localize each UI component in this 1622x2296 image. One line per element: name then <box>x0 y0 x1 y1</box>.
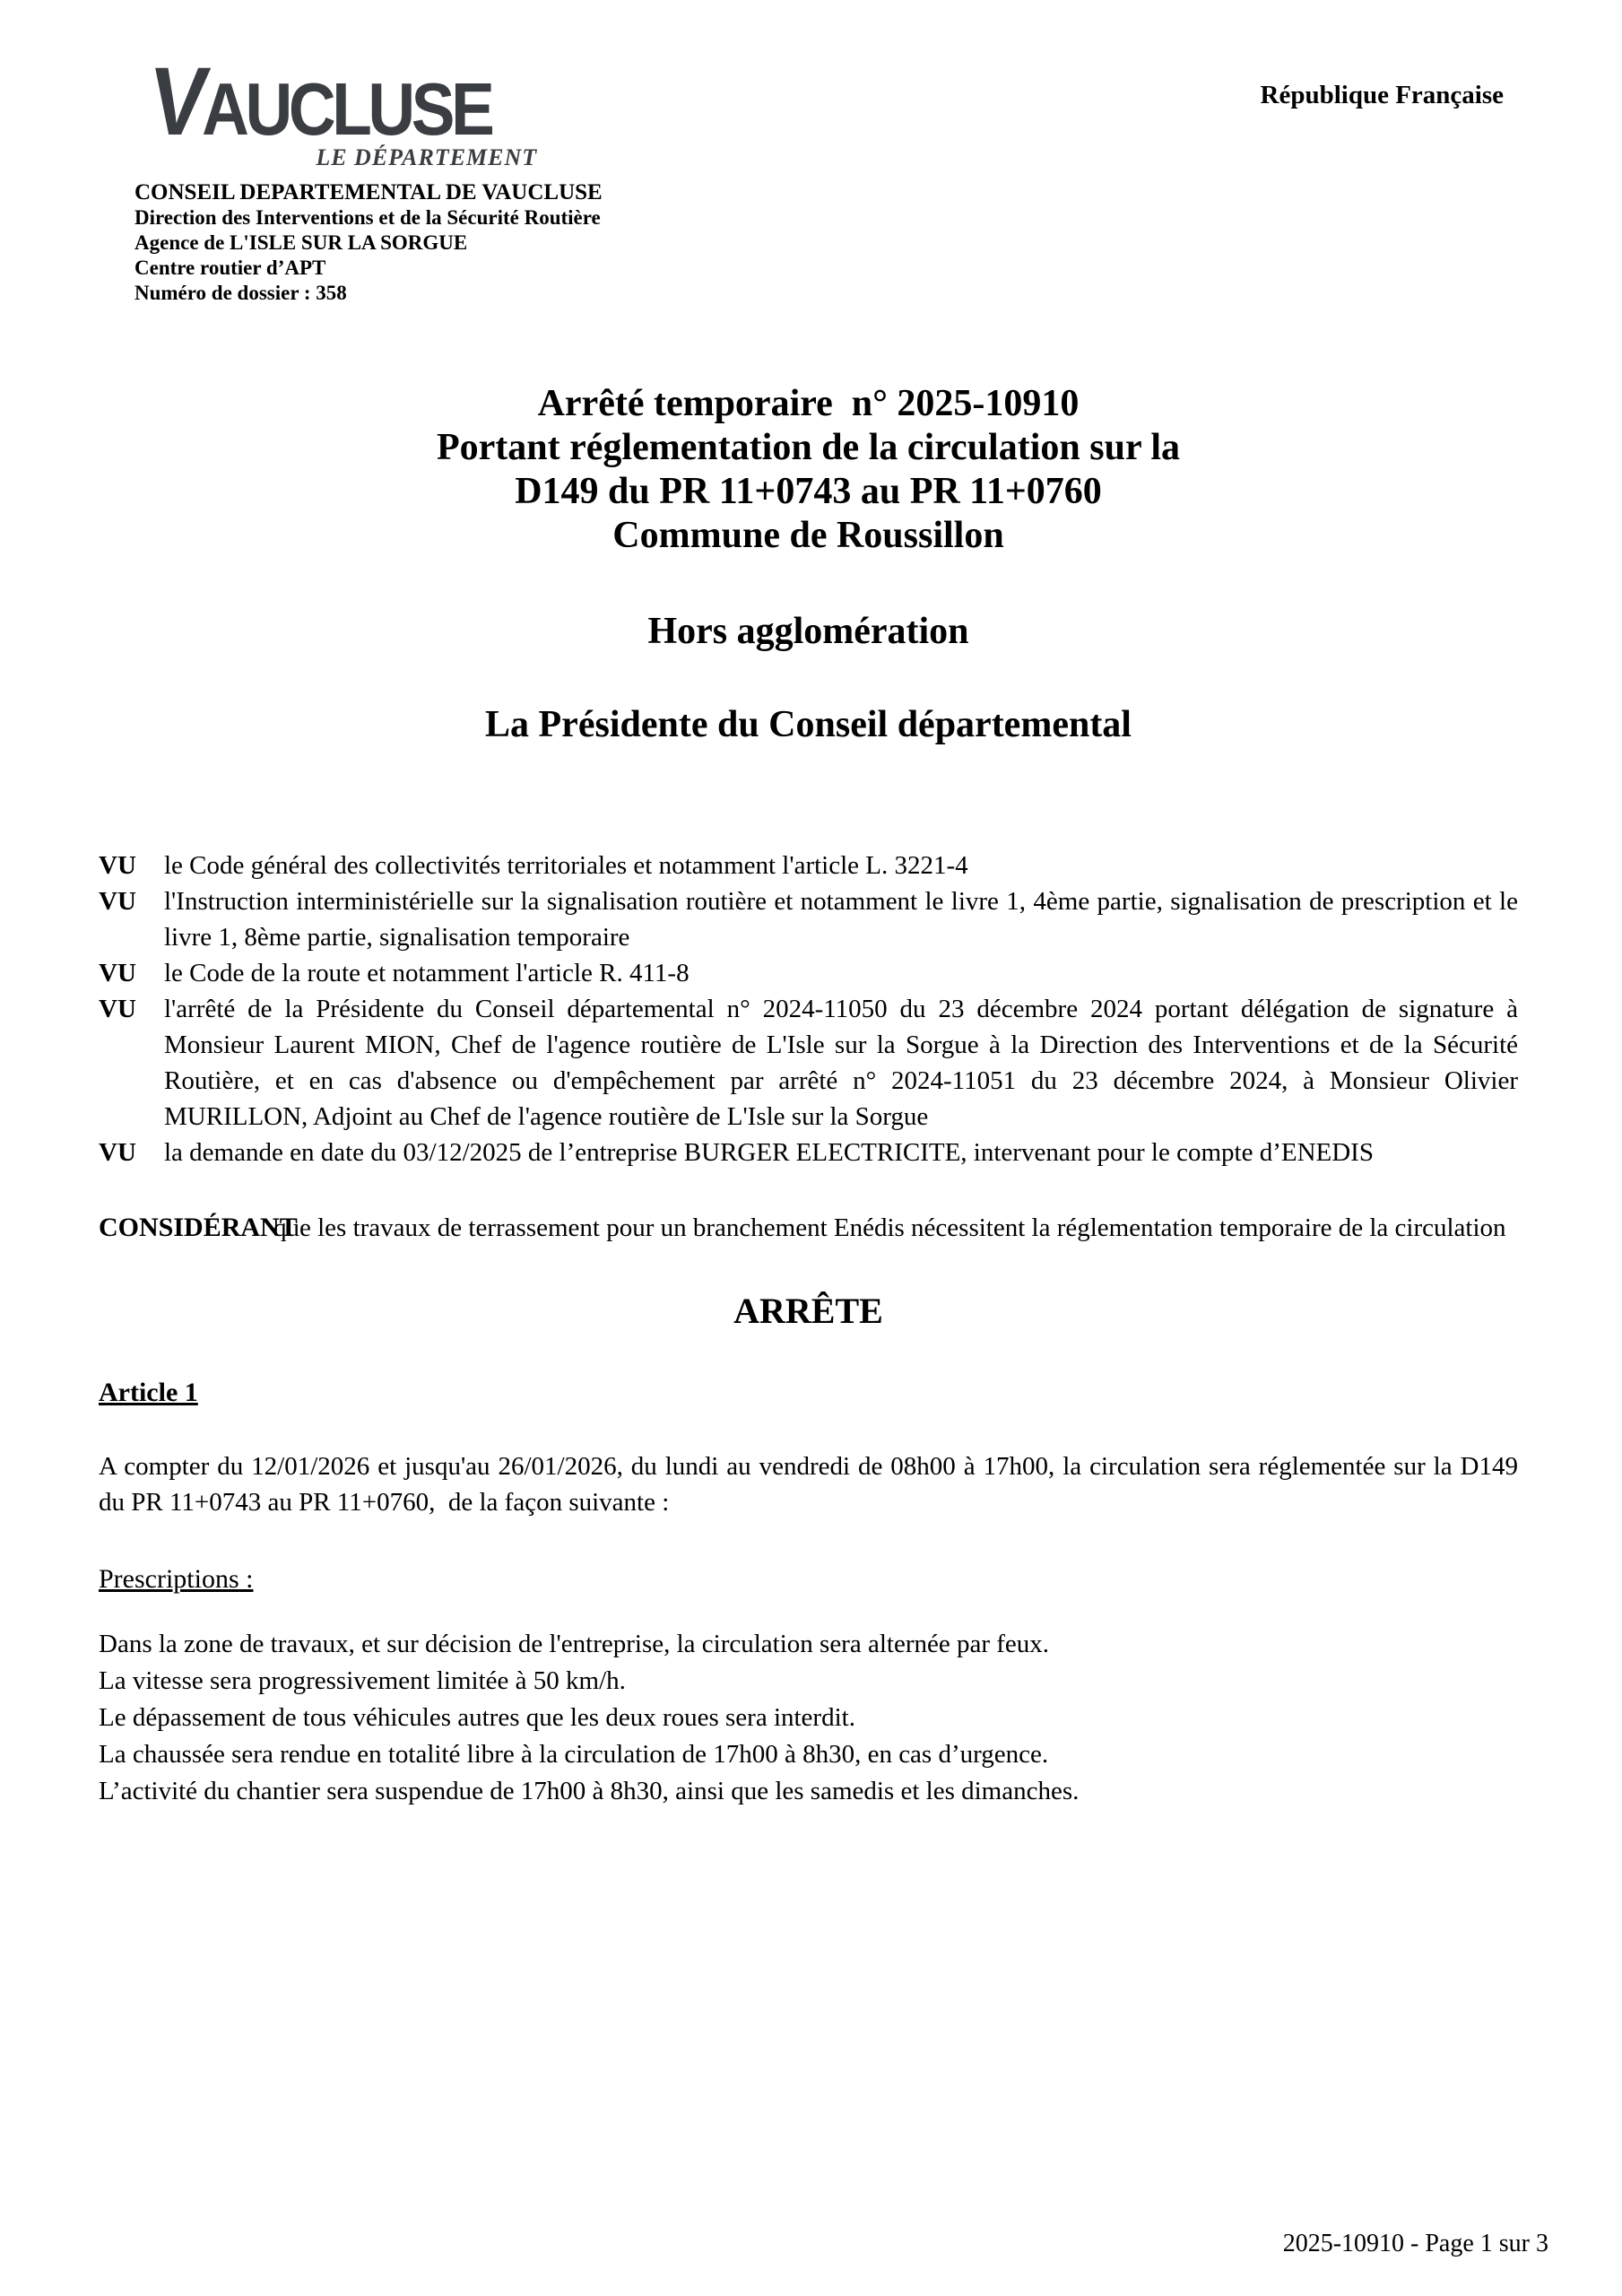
organization-block <box>134 180 1518 306</box>
prescriptions-heading: Prescriptions : <box>99 1564 254 1595</box>
title-line-1: Arrêté temporaire n° 2025-10910 <box>537 383 1080 425</box>
org-line-dossier: Numéro de dossier : 358 <box>134 282 347 305</box>
logo-word-rest: AUCLUSE <box>202 67 491 151</box>
considerant-section <box>99 1210 1518 1246</box>
vu-item <box>99 1135 1518 1170</box>
vu-item <box>99 848 1518 883</box>
vu-item <box>99 955 1518 991</box>
vu-label: VU <box>99 887 136 917</box>
document-title <box>99 382 1518 558</box>
vu-item <box>99 991 1518 1135</box>
vu-label: VU <box>99 851 136 881</box>
considerant-label: CONSIDÉRANT <box>99 1213 298 1243</box>
vaucluse-wordmark: VAUCLUSE <box>143 47 491 155</box>
article-1-body: A compter du 12/01/2026 et jusqu'au 26/01/2026, du lundi au vendredi de 08h00 à 17h00, la circulation sera réglementée sur la D149 du PR 11+0743 au PR 11+0760, de la façon suivante : <box>99 1452 1525 1518</box>
title-line-3: D149 du PR 11+0743 au PR 11+0760 <box>515 471 1102 513</box>
title-line-4: Commune de Roussillon <box>612 515 1004 557</box>
org-line-centre: Centre routier d’APT <box>134 257 326 280</box>
prescription-item: Le dépassement de tous véhicules autres que les deux roues sera interdit. <box>99 1703 855 1733</box>
vu-label: VU <box>99 959 136 988</box>
vu-item <box>99 883 1518 955</box>
republique-francaise-label: République Française <box>1260 81 1504 109</box>
org-line-direction: Direction des Interventions et de la Sécurité Routière <box>134 206 601 230</box>
prescription-item: Dans la zone de travaux, et sur décision de l'entreprise, la circulation sera alternée par feux. <box>99 1630 1050 1659</box>
vu-section <box>99 848 1518 1170</box>
prescriptions-list <box>99 1626 1518 1810</box>
vu-text: l'Instruction interministérielle sur la signalisation routière et notamment le livre 1, 4ème partie, signalisation de prescription et le livre 1, 8ème partie, signalisation temporaire <box>164 887 1518 952</box>
prescription-item: La chaussée sera rendue en totalité libre à la circulation de 17h00 à 8h30, en cas d’urgence. <box>99 1740 1049 1770</box>
subtitle-hors-agglomeration: Hors agglomération <box>647 611 969 653</box>
vu-text: le Code de la route et notamment l'article R. 411-8 <box>164 959 690 988</box>
considerant-text: que les travaux de terrassement pour un branchement Enédis nécessitent la réglementation temporaire de la circulation <box>273 1213 1506 1243</box>
article-1-heading: Article 1 <box>99 1378 198 1408</box>
title-line-2: Portant réglementation de la circulation sur la <box>436 427 1180 469</box>
subtitle-presidente: La Présidente du Conseil départemental <box>485 704 1132 746</box>
vu-text: le Code général des collectivités territoriales et notamment l'article L. 3221-4 <box>164 851 968 881</box>
prescription-item: La vitesse sera progressivement limitée à 50 km/h. <box>99 1666 626 1696</box>
org-line-agence: Agence de L'ISLE SUR LA SORGUE <box>134 231 468 255</box>
vu-label: VU <box>99 995 136 1024</box>
arrete-heading: ARRÊTE <box>733 1291 883 1332</box>
vu-text: la demande en date du 03/12/2025 de l’entreprise BURGER ELECTRICITE, intervenant pour le compte d’ENEDIS <box>164 1138 1374 1168</box>
vu-label: VU <box>99 1138 136 1168</box>
prescription-item: L’activité du chantier sera suspendue de 17h00 à 8h30, ainsi que les samedis et les dimanches. <box>99 1777 1080 1806</box>
vaucluse-logo <box>143 47 538 171</box>
org-line-conseil: CONSEIL DEPARTEMENTAL DE VAUCLUSE <box>134 180 603 205</box>
vu-text: l'arrêté de la Présidente du Conseil départemental n° 2024-11050 du 23 décembre 2024 portant délégation de signature à Monsieur Laurent MION, Chef de l'agence routière de L'Isle sur la Sorgue à la Direction des Interventions et de la Sécurité Routière, et en cas d'absence ou d'empêchement par arrêté n° 2024-11051 du 23 décembre 2024, à Monsieur Olivier MURILLON, Adjoint au Chef de l'agence routière de L'Isle sur la Sorgue <box>164 995 1518 1132</box>
page-number-footer: 2025-10910 - Page 1 sur 3 <box>1282 2230 1548 2257</box>
logo-subtitle: LE DÉPARTEMENT <box>316 144 538 171</box>
